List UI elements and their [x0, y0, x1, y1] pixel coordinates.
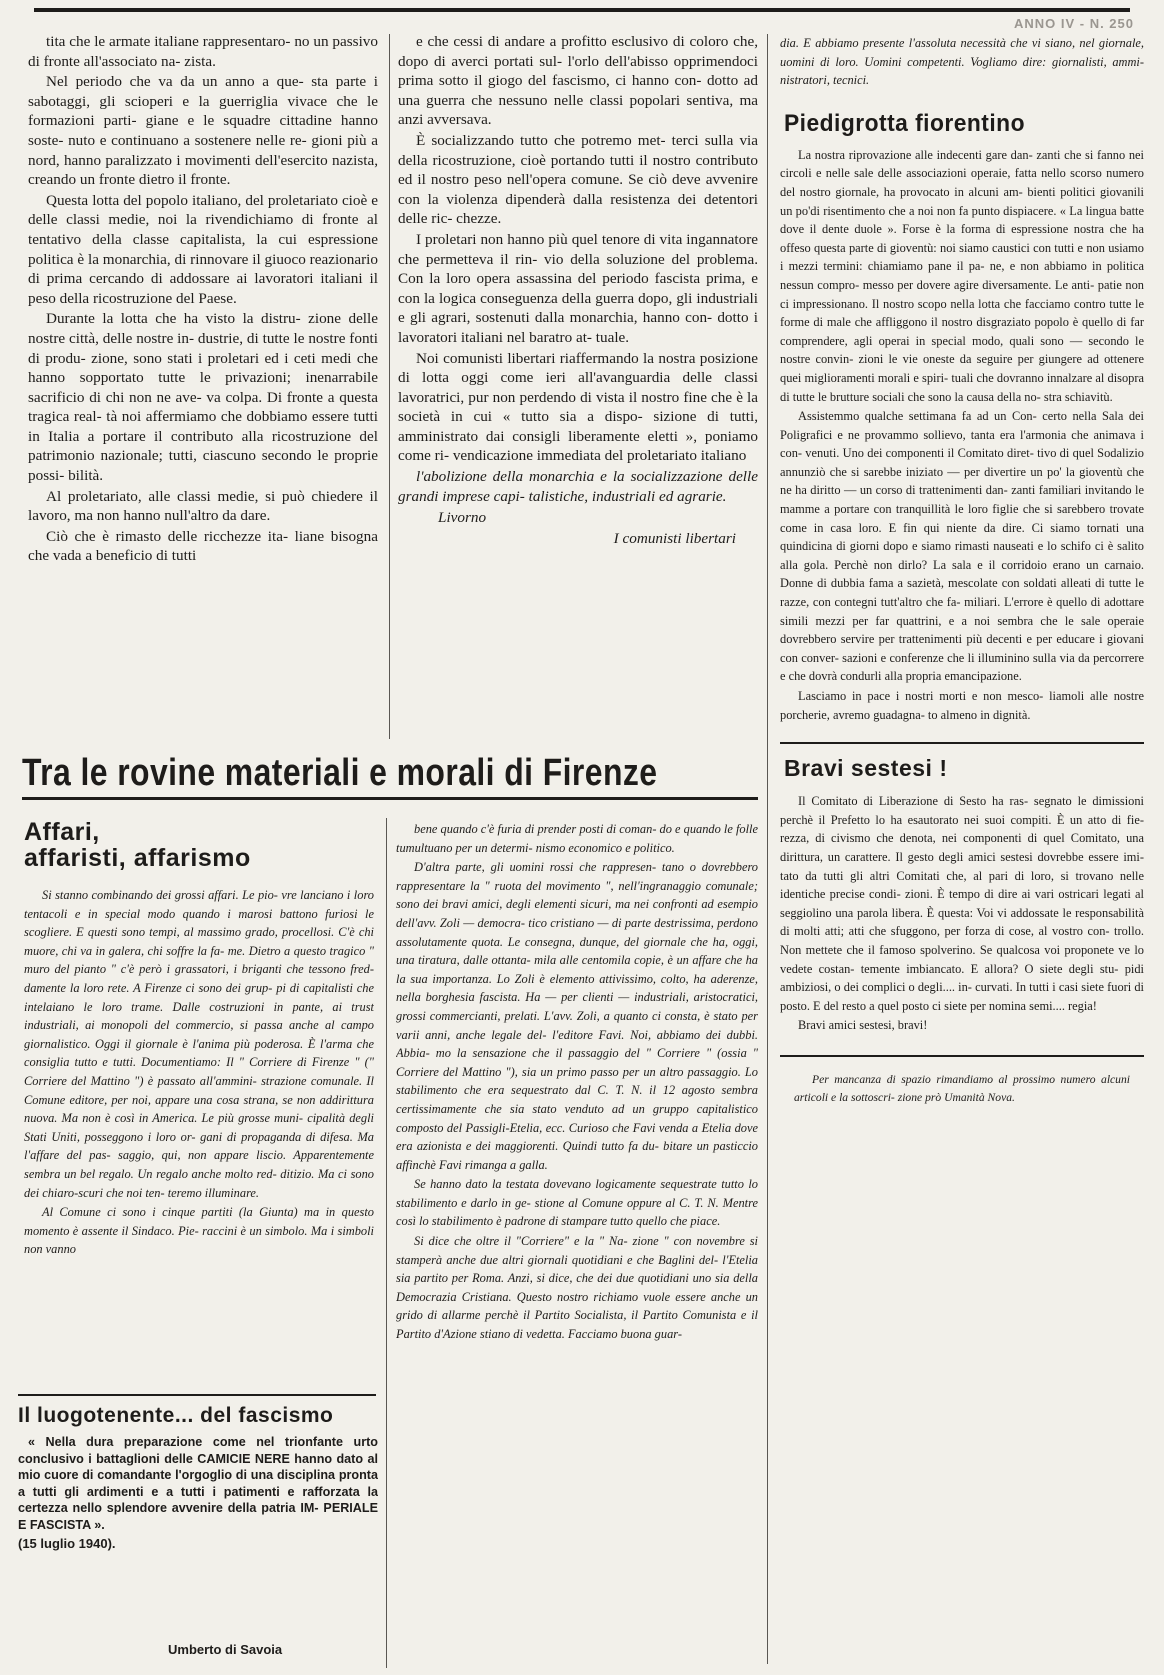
affari-article-continued: [396, 820, 758, 1670]
column-divider: [389, 34, 390, 739]
bravi-article: [780, 792, 1144, 1035]
paragraph: Nel periodo che va da un anno a que- sta parte i sabotaggi, gli scioperi e la guerriglia vivace che le formazioni parti- giane e le squadre cittadine hanno soste- nuto e continuano a sostenere nelle re- gioni più a nord, hanno paralizzato i movimenti dell'esercito nazista, creando un fronte dietro il fronte.: [28, 73, 378, 189]
paragraph: Bravi amici sestesi, bravi!: [798, 1018, 928, 1033]
paragraph: È socializzando tutto che potremo met- terci sulla via della ricostruzione, cioè portando tutti il nostro contributo ed il nostro peso nell'opera comune. Se ciò deve avvenire con la violenza dipenderà dalla resistenza dei detentori delle ric- chezze.: [398, 131, 758, 228]
paragraph: Ciò che è rimasto delle ricchezze ita- liane bisogna che vada a beneficio di tutti: [28, 527, 378, 565]
paragraph: Lasciamo in pace i nostri morti e non mesco- liamoli alle nostre porcherie, avremo guadagna- to almeno in dignità.: [780, 689, 1144, 722]
article-place: Livorno: [438, 509, 487, 527]
paragraph: Assistemmo qualche settimana fa ad un Con- certo nella Sala dei Poligrafici e ne provammo sollievo, tanta era l'armonia che animava i con- venuti. Uno dei componenti il Comitato diret- tivo di quel Sodalizio annunziò che si sarebbe iniziato — per divertire un po' la gioventù che ne ha diritto — un corso di trattenimenti dan- zanti familiari invitando le mamme a portare con tranquillità le loro figlie che si sarebbero trovate come in casa loro. E fin qui niente da dire. Ci siamo tornati una quindicina di giorni dopo e siamo rimasti nauseati e lo schifo ci è salito alla gola. Perchè non dirlo? La sala e il corridoio erano un carnaio. Donne di dubbia fama a sazietà, mescolate con soldati alleati di tutte le razze, con contegni tutt'altro che fa- miliari. L'errore è quello di adottare simili mezzi per far quattrini, e a noi sembra che le sale operaie dovrebbero servire per trattenimenti più decenti e per educare i giovani con conver- sazioni e conferenze che li illuminino sulla via da percorrere e che dovrà condurli alla propria emancipazione.: [780, 409, 1144, 684]
paragraph: D'altra parte, gli uomini rossi che rappresen- tano o dovrebbero rappresentare la " ruota del movimento ", nell'ingranaggio comunale; sono dei bravi amici, degli elementi sicuri, ma nei confronti ad esempio dell'avv. Zoli — democra- tico cristiano — di parte destrissima, perdono assolutamente quota. Le consegna, dunque, del giornale che ha, oggi, una tiratura, dalle ottanta- mila alle centomila copie, è un affare che ha la sua importanza. Lo Zoli è elemento attivissimo, colto, ha aderenze, nella borghesia fascista. Ha — per clienti — industriali, aristocratici, grossi commercianti, prelati. L'avv. Zoli, a quanto ci consta, è stato per varii anni, anche legale del- l'editore Favi. Noi, abbiamo dei dubbi. Abbia- mo la sensazione che il passaggio del " Corriere " (ossia " Corriere del Mattino "), sia un primo passo per un altro passaggio. Lo stabilimento che era sequestrato dal C. T. N. il 12 agosto sembra certissimamente che sia stato venduto ad un gruppo capitalistico composto del Passigli-Etelia, ecc. Curioso che Favi venda a Etelia dove era azionista e dei maggiorenti. Quindi tutto fa du- bitare un pasticcio affinchè Favi rimanga a galla.: [396, 860, 758, 1172]
luogotenente-date: (15 luglio 1940).: [18, 1535, 116, 1551]
section-rule: [18, 1394, 376, 1396]
paragraph: Se hanno dato la testata dovevano logicamente sequestrate tutto lo stabilimento e darlo in ge- stione al Comune oppure al C. T. N. Mentre così lo stabilimento è padrone di stampare tutto quello che piace.: [396, 1177, 758, 1229]
paragraph: Al Comune ci sono i cinque partiti (la Giunta) ma in questo momento è assente il Sindaco. Pie- raccini è un simbolo. Ma i simboli non vanno: [24, 1205, 374, 1257]
top-border-rule: [34, 8, 1130, 12]
article-signature: I comunisti libertari: [613, 529, 736, 547]
affari-continued-paragraphs: [396, 820, 758, 1344]
paragraph: I proletari non hanno più quel tenore di vita ingannatore che permetteva il rin- vio della soluzione del problema. Con la loro opera assassina del periodo fascista prima, e con la logica conseguenza della guerra dopo, gli industriali e gli agrari, sostenuti dalla monarchia, hanno con- dotto i lavoratori italiani nel baratro at- tuale.: [398, 230, 758, 346]
article-continuation: dia. E abbiamo presente l'assoluta necessità che vi siano, nel giornale, uomini di loro. Uomini competenti. Vogliamo dire: giornalisti, ammi- nistratori, tecnici.: [780, 36, 1144, 88]
page-headline: Tra le rovine materiali e morali di Firenze: [22, 752, 658, 794]
luogotenente-box: [18, 1404, 378, 1668]
section-rule: [780, 1055, 1144, 1057]
paragraph: Questa lotta del popolo italiano, del proletariato cioè e delle classi medie, noi la rivendichiamo di fronte al tentativo della classe capitalista, la cui espressione politica è la monarchia, di rinnovare il giuoco reazionario di prima cercando di addossare ai lavoratori italiani il peso della ricostruzione del Paese.: [28, 191, 378, 307]
footnote-box: [780, 1071, 1144, 1107]
paragraph: tita che le armate italiane rappresentaro- no un passivo di fronte all'associato na- zista.: [28, 33, 378, 70]
issue-number: ANNO IV - N. 250: [1013, 16, 1134, 31]
luogotenente-title: Il luogotenente... del fascismo: [18, 1404, 334, 1427]
affari-title-line-2: affaristi, affarismo: [24, 844, 251, 872]
paragraph: e che cessi di andare a profitto esclusivo di coloro che, dopo di averci portati sul- l'orlo dell'abisso opprimendoci prima sotto il giogo del fascismo, ci hanno con- dotto ad una guerra che nessuno nelle classi popolari sentiva, ma anzi avversava.: [398, 33, 758, 129]
paragraph: Durante la lotta che ha visto la distru- zione delle nostre città, delle nostre in- dustrie, di tutte le nostre fonti di produ- zione, sono stati i proletari ed i ceti medi che hanno sopportato tutte le privazioni; inenarrabile sacrificio di chi non ne ave- va colpa. Di fronte a questa tragica real- tà noi affermiamo che dobbiamo essere tutti in Italia a portare il contributo alla ricostruzione del patrimonio nazionale; tutti, ciascuno secondo le proprie possi- bilità.: [28, 310, 378, 485]
article-column-3: [780, 34, 1144, 1670]
affari-article: [24, 820, 374, 1390]
affari-paragraphs: [24, 886, 374, 1259]
column-divider: [386, 818, 387, 1668]
paragraph: La nostra riprovazione alle indecenti gare dan- zanti che si fanno nei circoli e nelle sale delle associazioni operaie, fatta nello scorso numero del nostro giornale, ha provocato in alcuni am- bienti politici giovanili un po'di risentimento che a noi non fa punto dispiacere. « La lingua batte dove il dente duole ». Forse è la forma di espressione nostra che ha offeso questa parte di gioventù: noi siamo caustici con tutti e non usiamo i mezzi termini: chiamiamo pane il pa- ne, e non abbiamo in politica nessun compro- messo per dovere agire diversamente. Le anti- patie non ci impressionano. Il nostro scopo nella lotta che facciamo contro tutte le forme di male che affliggono il nostro disgraziato popolo è quello di far comprendere, agli operai in special modo, quali sono — secondo le nostre convin- zioni le vie oneste da seguire per giungere ad ottenere quei miglioramenti morali e spiri- tuali che dovranno innalzare al disopra di tutte le brutture sociali che sono la causa della no- stra schiavitù.: [780, 147, 1144, 404]
article-emphasis: l'abolizione della monarchia e la socializzazione delle grandi imprese capi- talistiche, industriali ed agrarie.: [398, 468, 758, 505]
paragraph: Si stanno combinando dei grossi affari. Le pio- vre lanciano i loro tentacoli e in special modo quando i marosi battono furiosi le scogliere. E questi sono tempi, al massimo grado, procellosi. C'è chi muore, chi va in galera, chi soffre la fa- me. Dietro a questo tragico " muro del pianto " c'è però i grassatori, i briganti che tessono fred- damente la loro rete. A Firenze ci sono dei grup- pi di capitalisti che intelaiano le loro trame. Dalle costruzioni in pante, ai trust industriali, ai monopoli del commercio, si passa anche al campo giornalistico. Oggi il giornale è l'anima più poderosa. È l'arma che consiglia tutto e tutti. Documentiamo: Il " Corriere di Firenze " (" Corriere del Mattino ") è passato all'ammini- strazione comunale. Il Comune editore, per noi, appare una cosa strana, se non addirittura nuova. Ma non è così in America. Le più grosse muni- cipalità degli Stati Uniti, posseggono i loro or- gani di propaganda di difesa. Ma l'affare del pas- saggio, qui, non appare liscio. Apparentemente sembra un bel regalo. Un regalo anche molto red- ditizio. Ma ci sono dei chiaro-scuri che noi ten- teremo illuminare.: [24, 888, 374, 1200]
luogotenente-quote: « Nella dura preparazione come nel trionfante urto conclusivo i battaglioni delle CAMICIE NERE hanno dato al mio cuore di comandante l'orgoglio di una disciplina pronta a tutti gli ardimenti e a tutti i patimenti e rafforzata la certezza nello splendore avvenire della patria IM- PERIALE E FASCISTA ».: [18, 1435, 378, 1532]
article-paragraphs: [398, 32, 758, 466]
headline-underline: [22, 797, 758, 800]
article-final-line: [398, 467, 758, 506]
paragraph: Il Comitato di Liberazione di Sesto ha ras- segnato le dimissioni perchè il Prefetto lo ha esautorato nei suoi compiti. È un atto di fie- rezza, di civismo che denota, nei componenti di quel Comitato, una dirittura, un carattere. Il gesto degli amici sestesi dovrebbe essere imi- tato da tutti gli altri Comitati che, al pari di loro, si trovano nelle identiche precise condi- zioni. È tempo di dire ai vari ostricari legati al seggiolino una parola libera. È questa: Voi vi addossate le responsabilità di molti atti; atti che sfuggono, per forza di cose, al vostro con- trollo. Non mettete che il famoso spolverino. Se qualcosa voi proponete ve lo vedete costan- temente imbiancato. E allora? O siete degli stu- pidi ambiziosi, o dei complici o degli.... in- curvati. In tutti i casi siete fuori di posto. E del resto a quel posto ci siete per nomina semi.... regia!: [780, 794, 1144, 1013]
footnote-text: Per mancanza di spazio rimandiamo al prossimo numero alcuni articoli e la sottoscri- zione prò Umanità Nova.: [794, 1072, 1130, 1105]
section-rule: [780, 742, 1144, 744]
bravi-title: Bravi sestesi !: [784, 755, 948, 782]
paragraph: Noi comunisti libertari riaffermando la nostra posizione di lotta oggi come ieri all'avanguardia delle classi lavoratrici, pur non perdendo di vista il nostro fine che è la società in cui « tutto sia a dispo- sizione di tutti, amministrato dai consigli liberamente eletti », poniamo come ri- vendicazione immediata del proletariato italiano: [398, 349, 758, 465]
affari-title-line-1: Affari,: [24, 820, 100, 846]
paragraph: Si dice che oltre il "Corriere" e la " Na- zione " con novembre si stamperà anche due altri giornali quotidiani e che Baglini del- l'Etelia sia partito per Roma. Anzi, si dice, che dei due quotidiani uno sia della Democrazia Cristiana. Questo nostro richiamo vuole essere anche un grido di allarme perchè il Partito Socialista, il Partito Comunista e il Partito d'Azione stiano di vedetta. Facciamo buona guar-: [396, 1234, 758, 1342]
piedigrotta-article: [780, 146, 1144, 724]
article-column-2-top: [398, 32, 758, 744]
article-column-1-top: [28, 32, 378, 744]
paragraph: Al proletariato, alle classi medie, si può chiedere il lavoro, ma non hanno null'altro da dare.: [28, 487, 378, 525]
piedigrotta-title: Piedigrotta fiorentino: [784, 109, 1025, 137]
paragraph: bene quando c'è furia di prender posti di coman- do e quando le folle tumultuano per un determi- nismo economico e politico.: [396, 822, 758, 855]
luogotenente-author: Umberto di Savoia: [168, 1642, 283, 1657]
column-divider: [767, 34, 768, 1664]
